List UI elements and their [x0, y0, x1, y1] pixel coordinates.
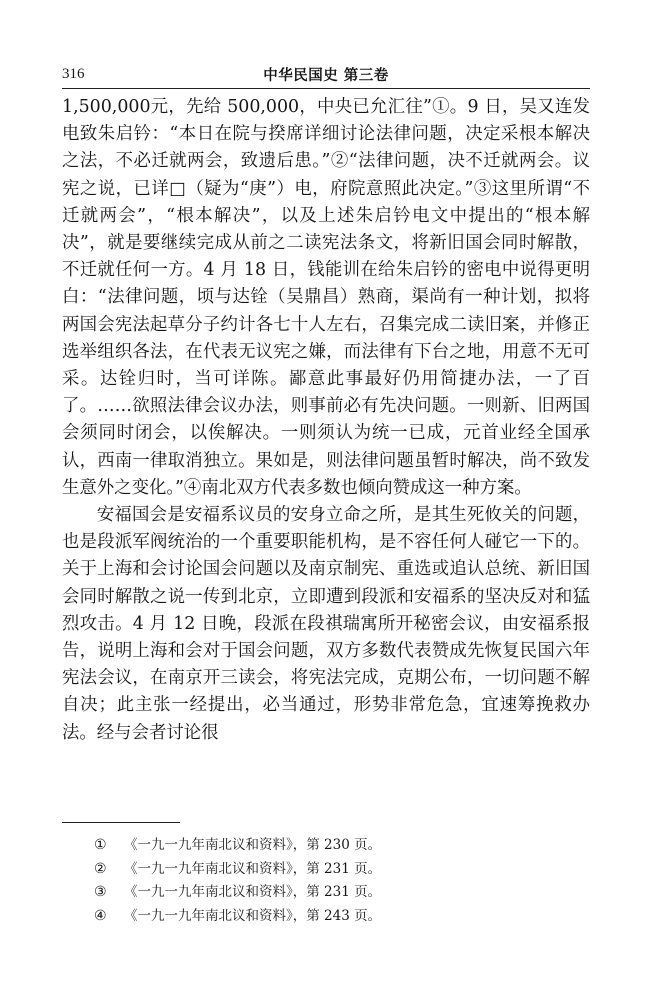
footnote-text: 《一九一九年南北议和资料》，第 231 页。: [124, 884, 382, 900]
page-header: [62, 58, 590, 88]
footnote-mark: ①: [94, 837, 107, 853]
footnotes: [94, 834, 574, 928]
running-head: 中华民国史 第三卷: [263, 68, 389, 84]
page-number: 316: [62, 66, 85, 82]
footnote-mark: ②: [94, 860, 107, 877]
footnote: [94, 858, 574, 882]
paragraph: 安福国会是安福系议员的安身立命之所，是其生死攸关的问题，也是段派军阀统治的一个重要职能机构，是不容任何人碰它一下的。关于上海和会讨论国会问题以及南京制宪、重选或追认总统、新旧国会同时解散之说一传到北京，立即遭到段派和安福系的坚决反对和猛烈攻击。4 月 12 日晚，段派在段祺瑞寓所开秘密会议，由安福系报告，说明上海和会对于国会问题，双方多数代表赞成先恢复民国六年宪法会议，在南京开三读会，将宪法完成，克期公布，一切问题不解自决；此主张一经提出，必当通过，形势非常危急，宜速筹挽救办法。经与会者讨论很: [62, 505, 590, 743]
footnote-rule: [62, 822, 180, 823]
footnote-mark: ④: [94, 907, 107, 924]
footnote-text: 《一九一九年南北议和资料》，第 230 页。: [124, 837, 382, 853]
body-text: [62, 94, 590, 747]
footnote-mark: ③: [94, 884, 107, 900]
footnote: [94, 834, 574, 858]
header-rule: [62, 88, 590, 89]
footnote: [94, 881, 574, 905]
paragraph-continued: 1,500,000元，先给 500,000，中央已允汇往”①。9 日，吴又连发电致朱启钤：“本日在院与揆席详细讨论法律问题，决定采根本解决之法，不必迁就两会，致遗后患。”②“法律问题，决不迁就两会。议宪之说，已详□（疑为“庚”）电，府院意照此决定。”③这里所谓“不迁就两会”，“根本解决”，以及上述朱启钤电文中提出的“根本解决”，就是要继续完成从前之二读宪法条文，将新旧国会同时解散，不迁就任何一方。4 月 18 日，钱能训在给朱启钤的密电中说得更明白：“法律问题，顷与达铨（吴鼎昌）熟商，渠尚有一种计划，拟将两国会宪法起草分子约计各七十人左右，召集完成二读旧案，并修正选举组织各法，在代表无议宪之嫌，而法律有下台之地，用意不无可采。达铨归时，当可详陈。鄙意此事最好仍用简捷办法，一了百了。……欲照法律会议办法，则事前必有先决问题。一则新、旧两国会须同时闭会，以俟解决。一则须认为统一已成，元首业经全国承认，西南一律取消独立。果如是，则法律问题虽暂时解决，尚不致发生意外之变化。”④南北双方代表多数也倾向赞成这一种方案。: [62, 97, 590, 498]
footnote-text: 《一九一九年南北议和资料》，第 243 页。: [124, 907, 382, 924]
footnote-text: 《一九一九年南北议和资料》，第 231 页。: [124, 860, 382, 877]
footnote: [94, 905, 574, 929]
